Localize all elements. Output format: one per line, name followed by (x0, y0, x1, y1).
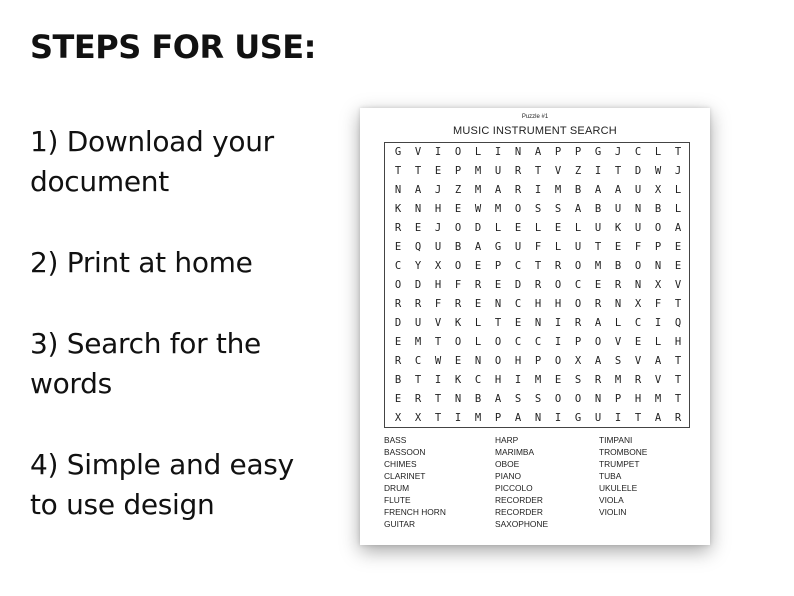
grid-letter: V (414, 146, 422, 158)
grid-letter: O (574, 260, 582, 272)
grid-letter: J (614, 146, 622, 158)
grid-letter: P (614, 393, 622, 405)
word-item: VIOLA (599, 495, 624, 505)
grid-letter: P (494, 412, 502, 424)
grid-letter: K (394, 203, 402, 215)
grid-row (385, 409, 691, 428)
grid-letter: W (434, 355, 442, 367)
grid-letter: E (474, 298, 482, 310)
grid-letter: P (494, 260, 502, 272)
word-column-1 (384, 434, 446, 530)
grid-letter: O (454, 336, 462, 348)
grid-letter: T (434, 412, 442, 424)
grid-letter: A (614, 184, 622, 196)
puzzle-label: Puzzle #1 (521, 114, 549, 120)
grid-letter: T (674, 146, 682, 158)
grid-letter: U (614, 203, 622, 215)
grid-row (385, 390, 691, 409)
word-item: HARP (495, 435, 519, 445)
grid-letter: X (414, 412, 422, 424)
grid-letter: S (514, 393, 522, 405)
grid-letter: D (634, 165, 642, 177)
grid-letter: H (674, 336, 682, 348)
grid-row (385, 162, 691, 181)
grid-letter: K (614, 222, 622, 234)
grid-letter: U (494, 165, 502, 177)
word-item: OBOE (495, 459, 520, 469)
word-item: FLUTE (384, 495, 411, 505)
grid-row (385, 333, 691, 352)
grid-letter: J (674, 165, 682, 177)
grid-letter: P (654, 241, 662, 253)
step-4-line-2: to use design (30, 488, 215, 521)
page-heading: STEPS FOR USE: (30, 28, 316, 66)
grid-letter: R (634, 374, 642, 386)
grid-letter: U (514, 241, 522, 253)
grid-letter: F (534, 241, 542, 253)
word-item: TIMPANI (599, 435, 633, 445)
puzzle-title: MUSIC INSTRUMENT SEARCH (453, 125, 617, 137)
grid-letter: H (534, 298, 542, 310)
grid-letter: E (514, 222, 522, 234)
grid-letter: A (494, 184, 502, 196)
grid-letter: O (494, 336, 502, 348)
grid-letter: W (654, 165, 662, 177)
word-item: FRENCH HORN (384, 507, 446, 517)
grid-letter: O (634, 260, 642, 272)
grid-letter: I (554, 412, 562, 424)
grid-letter: T (534, 260, 542, 272)
grid-letter: M (554, 184, 562, 196)
grid-letter: A (534, 146, 542, 158)
grid-letter: N (594, 393, 602, 405)
grid-letter: N (414, 203, 422, 215)
grid-letter: V (674, 279, 682, 291)
grid-letter: A (474, 241, 482, 253)
grid-letter: N (494, 298, 502, 310)
grid-letter: T (614, 165, 622, 177)
grid-row (385, 143, 691, 162)
word-item: BASS (384, 435, 407, 445)
grid-letter: C (394, 260, 402, 272)
step-1-line-2: document (30, 165, 169, 198)
grid-row (385, 219, 691, 238)
grid-letter: S (614, 355, 622, 367)
grid-letter: L (554, 241, 562, 253)
grid-letter: L (674, 203, 682, 215)
word-item: DRUM (384, 483, 410, 493)
grid-letter: O (594, 336, 602, 348)
grid-letter: N (614, 298, 622, 310)
step-2-line-1: 2) Print at home (30, 246, 253, 279)
word-item: BASSOON (384, 447, 426, 457)
steps-list (30, 122, 330, 566)
grid-letter: I (614, 412, 622, 424)
grid-letter: N (654, 260, 662, 272)
grid-letter: E (634, 336, 642, 348)
grid-letter: E (394, 393, 402, 405)
grid-letter: E (454, 203, 462, 215)
grid-letter: F (434, 298, 442, 310)
grid-letter: T (434, 336, 442, 348)
letter-grid (384, 142, 690, 428)
grid-letter: A (574, 203, 582, 215)
grid-letter: F (634, 241, 642, 253)
grid-letter: T (494, 317, 502, 329)
grid-letter: B (454, 241, 462, 253)
grid-letter: C (514, 336, 522, 348)
grid-letter: E (614, 241, 622, 253)
grid-letter: E (554, 374, 562, 386)
grid-letter: U (634, 222, 642, 234)
step-1-line-1: 1) Download your (30, 125, 274, 158)
grid-letter: O (454, 222, 462, 234)
grid-letter: A (594, 355, 602, 367)
grid-letter: R (534, 279, 542, 291)
grid-row (385, 276, 691, 295)
grid-letter: I (554, 317, 562, 329)
grid-letter: V (434, 317, 442, 329)
grid-letter: A (494, 393, 502, 405)
grid-letter: D (474, 222, 482, 234)
grid-letter: I (434, 374, 442, 386)
grid-letter: U (574, 241, 582, 253)
grid-letter: R (414, 393, 422, 405)
step-2 (30, 243, 330, 283)
grid-letter: B (474, 393, 482, 405)
grid-letter: L (494, 222, 502, 234)
grid-letter: U (414, 317, 422, 329)
grid-row (385, 314, 691, 333)
word-item: PICCOLO (495, 483, 533, 493)
grid-letter: P (534, 355, 542, 367)
grid-letter: J (434, 222, 442, 234)
grid-letter: M (474, 184, 482, 196)
grid-letter: R (574, 317, 582, 329)
grid-letter: E (594, 279, 602, 291)
grid-letter: I (514, 374, 522, 386)
grid-letter: R (514, 184, 522, 196)
grid-letter: I (534, 184, 542, 196)
grid-letter: R (594, 298, 602, 310)
grid-letter: S (554, 203, 562, 215)
grid-letter: U (594, 412, 602, 424)
grid-letter: A (414, 184, 422, 196)
word-item: MARIMBA (495, 447, 535, 457)
grid-letter: M (494, 203, 502, 215)
grid-letter: J (434, 184, 442, 196)
grid-letter: W (474, 203, 482, 215)
grid-letter: G (494, 241, 502, 253)
grid-letter: O (574, 393, 582, 405)
grid-letter: F (454, 279, 462, 291)
grid-letter: C (634, 146, 642, 158)
grid-letter: X (434, 260, 442, 272)
grid-letter: O (514, 203, 522, 215)
grid-letter: E (454, 355, 462, 367)
grid-letter: F (654, 298, 662, 310)
grid-letter: T (634, 412, 642, 424)
grid-letter: C (534, 336, 542, 348)
grid-letter: E (394, 241, 402, 253)
grid-letter: S (534, 203, 542, 215)
grid-letter: G (394, 146, 402, 158)
grid-letter: K (454, 317, 462, 329)
grid-letter: V (654, 374, 662, 386)
grid-letter: B (614, 260, 622, 272)
word-item: VIOLIN (599, 507, 627, 517)
grid-letter: N (394, 184, 402, 196)
grid-letter: R (414, 298, 422, 310)
grid-letter: R (614, 279, 622, 291)
grid-letter: H (434, 203, 442, 215)
grid-letter: N (534, 412, 542, 424)
grid-letter: X (654, 184, 662, 196)
step-3-line-2: words (30, 367, 112, 400)
grid-letter: C (414, 355, 422, 367)
grid-letter: O (454, 260, 462, 272)
step-3 (30, 324, 330, 404)
step-3-line-1: 3) Search for the (30, 327, 261, 360)
grid-letter: X (634, 298, 642, 310)
grid-letter: T (414, 374, 422, 386)
word-item: SAXOPHONE (495, 519, 549, 529)
grid-letter: X (654, 279, 662, 291)
grid-row (385, 371, 691, 390)
grid-letter: M (474, 412, 482, 424)
grid-letter: Q (414, 241, 422, 253)
grid-letter: N (634, 203, 642, 215)
grid-letter: O (554, 355, 562, 367)
grid-letter: E (414, 222, 422, 234)
grid-letter: V (614, 336, 622, 348)
grid-letter: Q (674, 317, 682, 329)
grid-letter: O (554, 279, 562, 291)
grid-letter: L (574, 222, 582, 234)
grid-letter: N (474, 355, 482, 367)
grid-letter: M (654, 393, 662, 405)
grid-letter: Z (454, 184, 462, 196)
grid-letter: U (434, 241, 442, 253)
grid-letter: O (394, 279, 402, 291)
grid-letter: E (394, 336, 402, 348)
word-item: GUITAR (384, 519, 416, 529)
grid-letter: T (594, 241, 602, 253)
grid-letter: T (674, 355, 682, 367)
grid-letter: I (654, 317, 662, 329)
grid-letter: N (514, 146, 522, 158)
grid-letter: E (494, 279, 502, 291)
grid-letter: R (554, 260, 562, 272)
word-item: RECORDER (495, 507, 543, 517)
grid-letter: P (554, 146, 562, 158)
grid-letter: T (674, 298, 682, 310)
grid-letter: A (514, 412, 522, 424)
grid-letter: E (674, 241, 682, 253)
grid-letter: V (554, 165, 562, 177)
grid-letter: H (494, 374, 502, 386)
grid-letter: U (634, 184, 642, 196)
grid-letter: M (614, 374, 622, 386)
grid-letter: M (594, 260, 602, 272)
grid-letter: B (394, 374, 402, 386)
grid-letter: X (574, 355, 582, 367)
word-item: TROMBONE (599, 447, 648, 457)
grid-letter: R (454, 298, 462, 310)
grid-letter: E (674, 260, 682, 272)
grid-letter: L (474, 146, 482, 158)
grid-letter: L (474, 336, 482, 348)
grid-letter: M (414, 336, 422, 348)
grid-letter: M (534, 374, 542, 386)
grid-letter: R (594, 374, 602, 386)
grid-letter: R (394, 355, 402, 367)
grid-letter: T (674, 374, 682, 386)
grid-letter: D (394, 317, 402, 329)
grid-letter: C (514, 260, 522, 272)
grid-letter: B (574, 184, 582, 196)
step-1 (30, 122, 330, 202)
grid-letter: R (674, 412, 682, 424)
grid-letter: S (574, 374, 582, 386)
grid-letter: P (574, 336, 582, 348)
grid-letter: A (654, 412, 662, 424)
grid-letter: P (454, 165, 462, 177)
word-item: RECORDER (495, 495, 543, 505)
puzzle-sheet (360, 108, 710, 545)
grid-letter: T (414, 165, 422, 177)
grid-letter: G (594, 146, 602, 158)
grid-letter: N (634, 279, 642, 291)
grid-letter: I (554, 336, 562, 348)
word-item: PIANO (495, 471, 522, 481)
grid-letter: L (654, 336, 662, 348)
grid-letter: S (534, 393, 542, 405)
grid-letter: I (434, 146, 442, 158)
grid-letter: C (574, 279, 582, 291)
grid-letter: E (514, 317, 522, 329)
grid-letter: R (394, 222, 402, 234)
grid-letter: L (674, 184, 682, 196)
word-column-3 (599, 434, 647, 518)
grid-letter: L (474, 317, 482, 329)
grid-row (385, 238, 691, 257)
grid-letter: L (654, 146, 662, 158)
grid-row (385, 352, 691, 371)
grid-letter: O (454, 146, 462, 158)
word-item: TUBA (599, 471, 622, 481)
word-item: TRUMPET (599, 459, 640, 469)
grid-letter: B (654, 203, 662, 215)
grid-row (385, 200, 691, 219)
grid-letter: G (574, 412, 582, 424)
grid-letter: I (594, 165, 602, 177)
grid-letter: L (614, 317, 622, 329)
grid-row (385, 181, 691, 200)
grid-letter: H (514, 355, 522, 367)
grid-letter: A (594, 317, 602, 329)
grid-letter: O (494, 355, 502, 367)
step-4-line-1: 4) Simple and easy (30, 448, 294, 481)
grid-letter: N (534, 317, 542, 329)
grid-letter: C (474, 374, 482, 386)
grid-letter: H (634, 393, 642, 405)
grid-letter: H (554, 298, 562, 310)
grid-letter: A (674, 222, 682, 234)
grid-letter: T (434, 393, 442, 405)
grid-letter: T (674, 393, 682, 405)
grid-letter: M (474, 165, 482, 177)
word-column-2 (495, 434, 548, 530)
grid-letter: E (434, 165, 442, 177)
grid-letter: C (514, 298, 522, 310)
grid-letter: R (514, 165, 522, 177)
grid-letter: T (534, 165, 542, 177)
grid-letter: I (494, 146, 502, 158)
grid-letter: D (414, 279, 422, 291)
grid-letter: Y (414, 260, 422, 272)
grid-letter: V (634, 355, 642, 367)
grid-letter: B (594, 203, 602, 215)
grid-letter: P (574, 146, 582, 158)
grid-letter: A (594, 184, 602, 196)
grid-letter: O (554, 393, 562, 405)
grid-letter: E (474, 260, 482, 272)
grid-letter: O (654, 222, 662, 234)
grid-letter: R (394, 298, 402, 310)
grid-letter: N (454, 393, 462, 405)
word-item: CLARINET (384, 471, 426, 481)
grid-letter: R (474, 279, 482, 291)
grid-letter: L (534, 222, 542, 234)
grid-letter: H (434, 279, 442, 291)
grid-row (385, 257, 691, 276)
grid-letter: I (454, 412, 462, 424)
step-4 (30, 445, 330, 525)
word-item: UKULELE (599, 483, 638, 493)
grid-row (385, 295, 691, 314)
grid-letter: E (554, 222, 562, 234)
grid-letter: X (394, 412, 402, 424)
grid-letter: T (394, 165, 402, 177)
grid-letter: C (634, 317, 642, 329)
grid-letter: O (574, 298, 582, 310)
grid-letter: D (514, 279, 522, 291)
grid-letter: K (454, 374, 462, 386)
grid-letter: A (654, 355, 662, 367)
grid-letter: U (594, 222, 602, 234)
word-item: CHIMES (384, 459, 417, 469)
grid-letter: Z (574, 165, 582, 177)
